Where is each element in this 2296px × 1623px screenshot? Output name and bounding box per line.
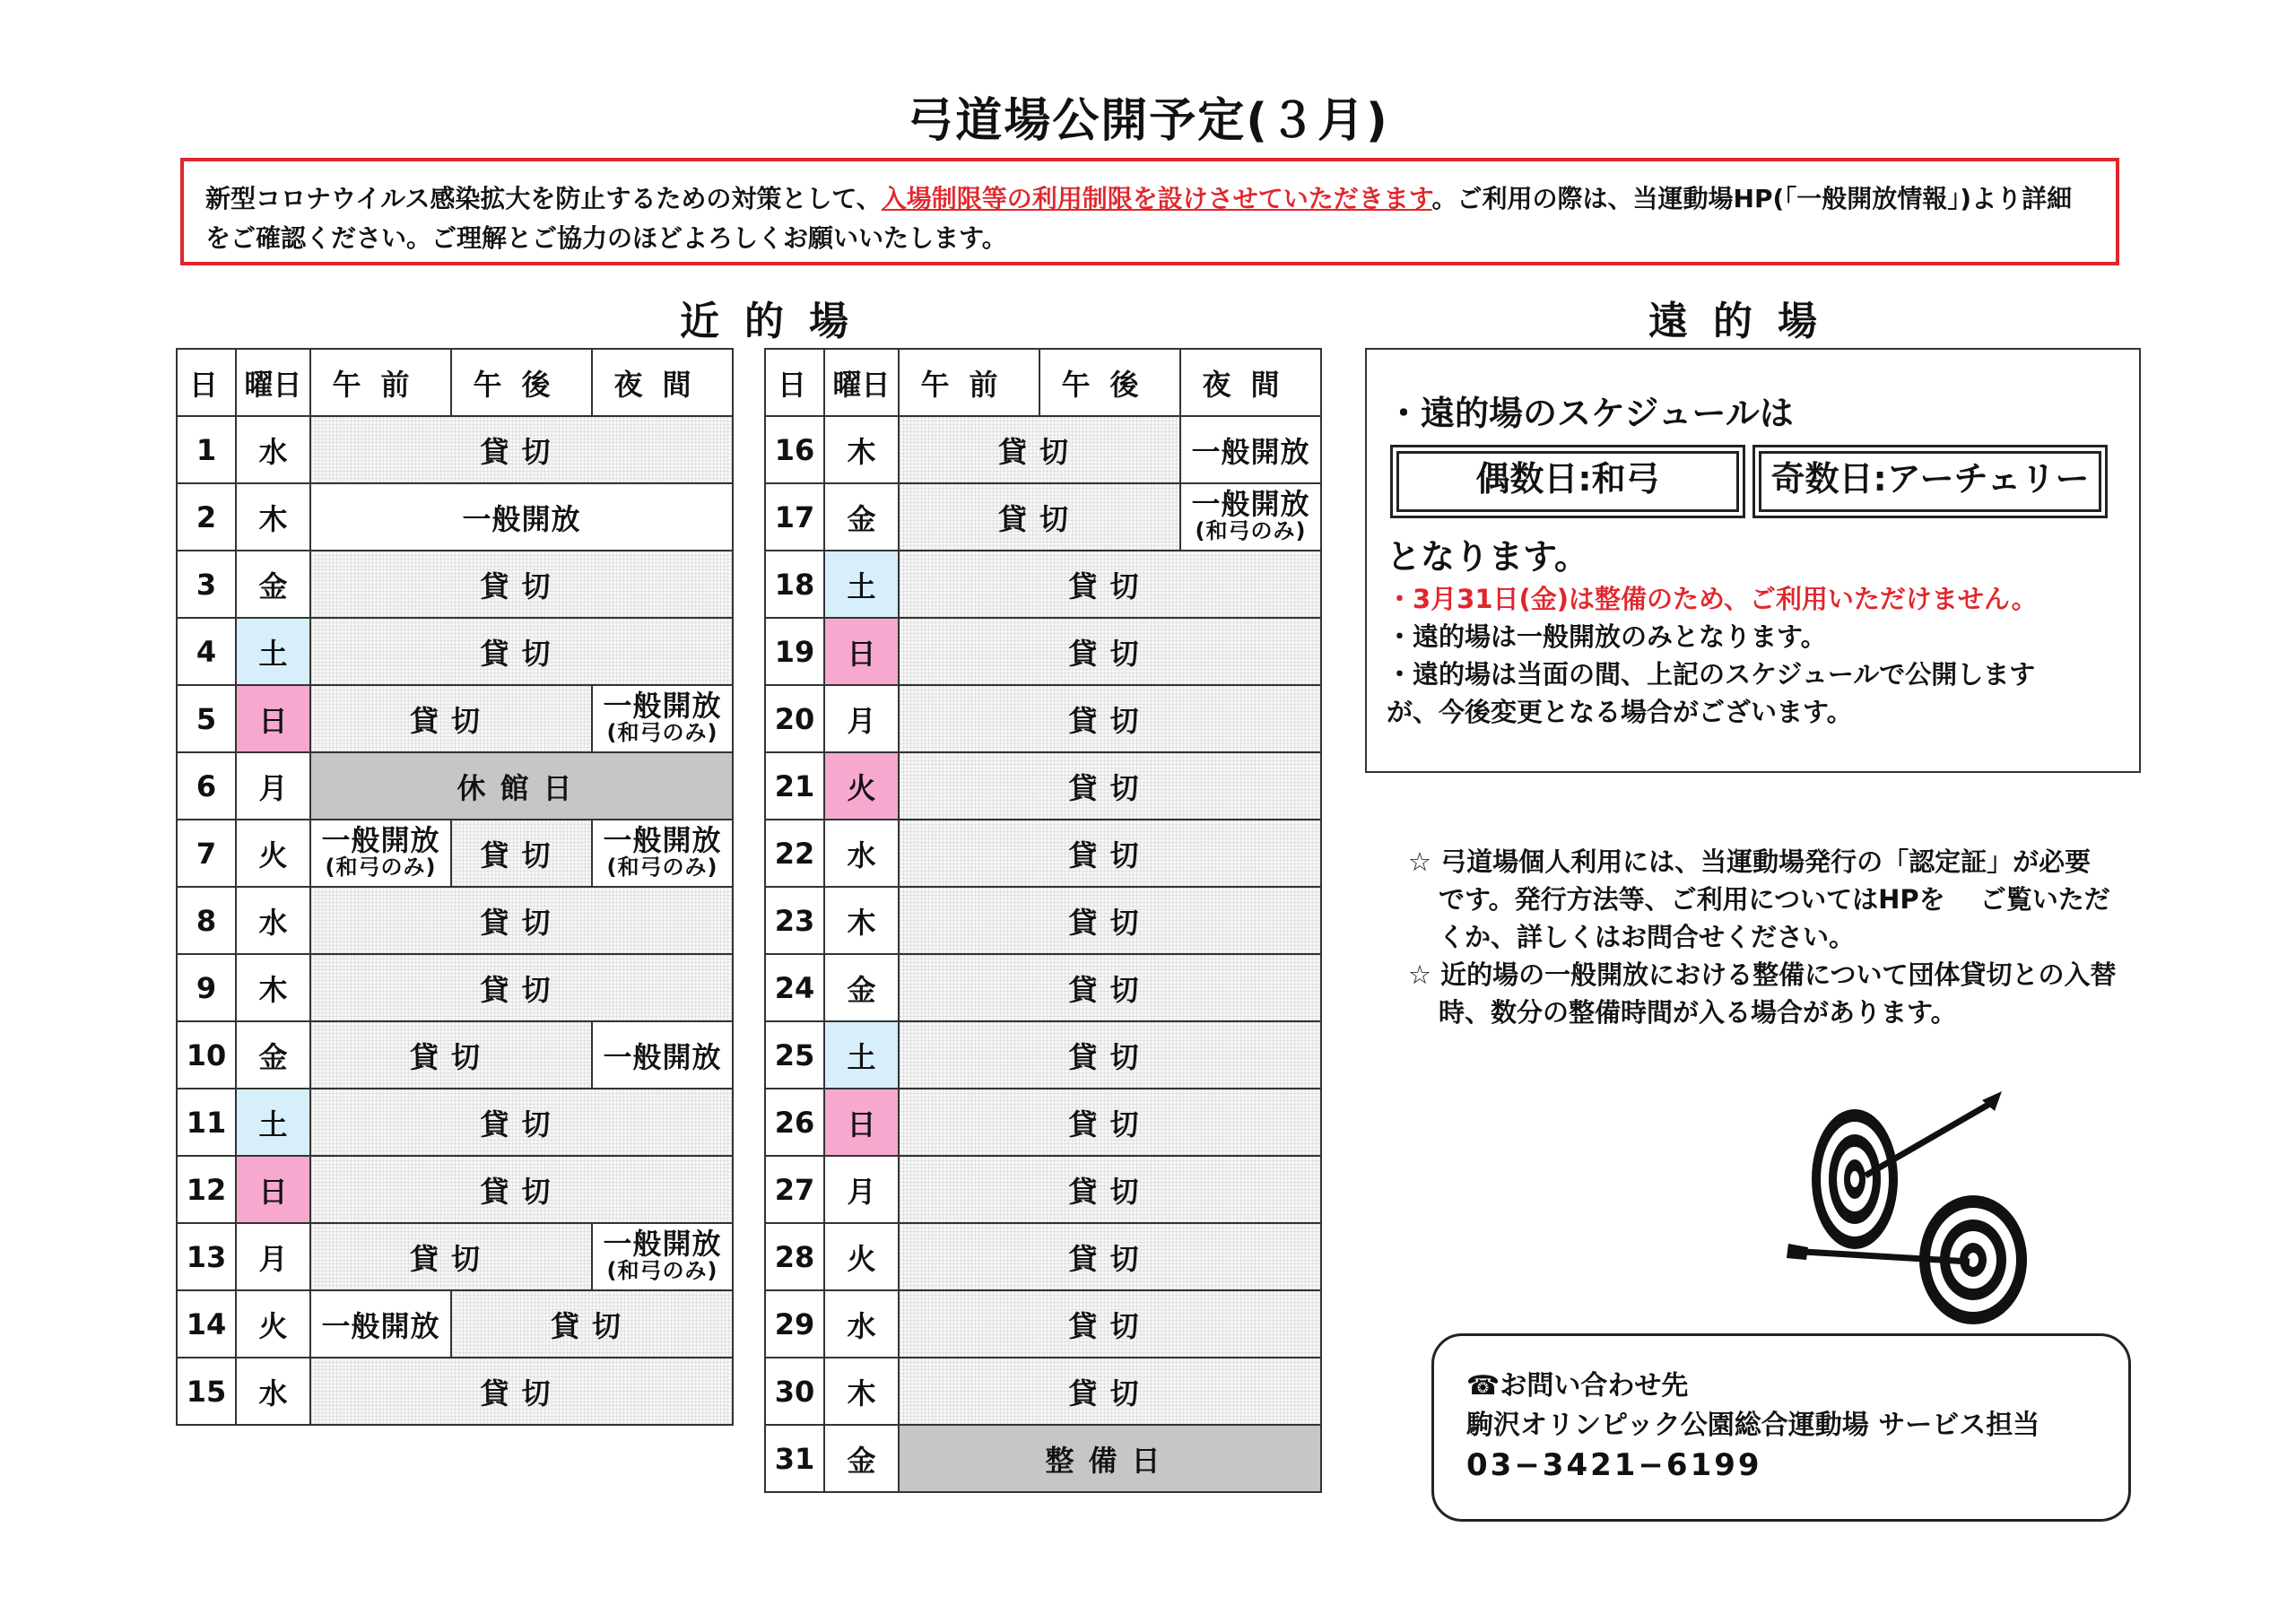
day-number: 13 — [177, 1223, 236, 1290]
schedule-row — [765, 1223, 1321, 1290]
weekday-cell: 火 — [236, 1290, 310, 1358]
weekday-cell: 火 — [824, 1223, 899, 1290]
far-note-schedule-2: が、今後変更となる場合がございます。 — [1387, 697, 1853, 727]
odd-day-tile: 奇数日:アーチェリー — [1752, 445, 2108, 518]
near-schedule-table-2 — [764, 348, 1322, 1493]
far-field-info-box — [1365, 348, 2141, 773]
slot-kashikiri: 貸切 — [310, 954, 733, 1021]
slot-kashikiri: 貸切 — [310, 1223, 592, 1290]
slot-kashikiri: 貸切 — [899, 954, 1321, 1021]
header-weekday: 曜日 — [824, 349, 899, 416]
weekday-cell: 水 — [824, 1290, 899, 1358]
weekday-cell: 金 — [236, 1021, 310, 1089]
slot-kashikiri: 貸切 — [310, 551, 733, 618]
weekday-cell: 木 — [236, 483, 310, 551]
slot-kyukanbi: 休館日 — [310, 752, 733, 820]
day-number: 21 — [765, 752, 824, 820]
weekday-cell: 土 — [824, 1021, 899, 1089]
slot-kashikiri: 貸切 — [899, 1223, 1321, 1290]
schedule-row — [765, 1290, 1321, 1358]
far-note-general: ・遠的場は一般開放のみとなります。 — [1387, 621, 1827, 652]
weekday-cell: 日 — [824, 618, 899, 685]
day-number: 27 — [765, 1156, 824, 1223]
weekday-cell: 金 — [824, 1425, 899, 1492]
day-number: 14 — [177, 1290, 236, 1358]
weekday-cell: 月 — [824, 1156, 899, 1223]
weekday-cell: 水 — [236, 416, 310, 483]
weekday-cell: 土 — [236, 1089, 310, 1156]
weekday-cell: 金 — [236, 551, 310, 618]
slot-ippan-wakyu: 一般開放 (和弓のみ) — [310, 820, 451, 887]
day-number: 6 — [177, 752, 236, 820]
schedule-row — [177, 1156, 733, 1223]
schedule-row — [765, 752, 1321, 820]
schedule-row — [177, 551, 733, 618]
day-number: 30 — [765, 1358, 824, 1425]
day-number: 22 — [765, 820, 824, 887]
slot-kashikiri: 貸切 — [899, 483, 1180, 551]
slot-kashikiri: 貸切 — [310, 1156, 733, 1223]
weekday-cell: 火 — [236, 820, 310, 887]
day-number: 24 — [765, 954, 824, 1021]
weekday-cell: 金 — [824, 954, 899, 1021]
notice-text-before: 新型コロナウイルス感染拡大を防止するための対策として、 — [205, 184, 882, 213]
near-schedule-table-1 — [176, 348, 734, 1426]
near-field-title: 近的場 — [680, 299, 874, 344]
header-afternoon: 午後 — [1039, 349, 1180, 416]
schedule-row — [765, 618, 1321, 685]
weekday-cell: 木 — [824, 416, 899, 483]
slot-kashikiri: 貸切 — [310, 1358, 733, 1425]
slot-kashikiri: 貸切 — [451, 820, 592, 887]
header-weekday: 曜日 — [236, 349, 310, 416]
day-number: 4 — [177, 618, 236, 685]
schedule-row — [765, 1358, 1321, 1425]
notice-highlight: 入場制限等の利用制限を設けさせていただきます — [881, 184, 1432, 213]
remark-certificate: ☆ 弓道場個人利用には、当運動場発行の「認定証」が必要です。発行方法等、ご利用についてはHPを ご覧いただくか、詳しくはお問合せください。 — [1408, 846, 2110, 952]
slot-kashikiri: 貸切 — [899, 887, 1321, 954]
schedule-row — [177, 685, 733, 752]
schedule-row — [765, 1021, 1321, 1089]
slot-ippan: 一般開放 — [310, 483, 733, 551]
table-header-row — [765, 349, 1321, 416]
day-number: 26 — [765, 1089, 824, 1156]
slot-ippan-wakyu: 一般開放 (和弓のみ) — [592, 1223, 733, 1290]
schedule-row — [177, 1021, 733, 1089]
day-number: 9 — [177, 954, 236, 1021]
weekday-cell: 木 — [824, 887, 899, 954]
slot-kashikiri: 貸切 — [310, 1089, 733, 1156]
weekday-cell: 土 — [236, 618, 310, 685]
day-number: 25 — [765, 1021, 824, 1089]
slot-kashikiri: 貸切 — [310, 618, 733, 685]
slot-kashikiri: 貸切 — [310, 887, 733, 954]
weekday-cell: 木 — [236, 954, 310, 1021]
slot-kashikiri: 貸切 — [310, 416, 733, 483]
header-morning: 午前 — [310, 349, 451, 416]
schedule-row — [177, 752, 733, 820]
schedule-row — [765, 887, 1321, 954]
schedule-row — [177, 618, 733, 685]
slot-seibibi: 整備日 — [899, 1425, 1321, 1492]
schedule-row — [765, 685, 1321, 752]
contact-label: ☎お問い合わせ先 — [1466, 1370, 1689, 1402]
header-afternoon: 午後 — [451, 349, 592, 416]
slot-ippan-wakyu: 一般開放 (和弓のみ) — [1180, 483, 1321, 551]
slot-kashikiri: 貸切 — [899, 820, 1321, 887]
slot-kashikiri: 貸切 — [899, 1089, 1321, 1156]
notice-box — [180, 158, 2119, 265]
day-number: 17 — [765, 483, 824, 551]
schedule-row — [177, 954, 733, 1021]
slot-kashikiri: 貸切 — [899, 752, 1321, 820]
schedule-row — [765, 820, 1321, 887]
slot-ippan: 一般開放 — [310, 1290, 451, 1358]
slot-kashikiri: 貸切 — [899, 685, 1321, 752]
day-number: 28 — [765, 1223, 824, 1290]
even-day-tile: 偶数日:和弓 — [1390, 445, 1745, 518]
day-number: 23 — [765, 887, 824, 954]
slot-ippan: 一般開放 — [1180, 416, 1321, 483]
slot-kashikiri: 貸切 — [310, 1021, 592, 1089]
slot-kashikiri: 貸切 — [899, 1156, 1321, 1223]
day-number: 1 — [177, 416, 236, 483]
day-number: 11 — [177, 1089, 236, 1156]
weekday-cell: 日 — [236, 1156, 310, 1223]
day-number: 8 — [177, 887, 236, 954]
day-number: 5 — [177, 685, 236, 752]
contact-phone[interactable]: 03−3421−6199 — [1466, 1447, 1762, 1483]
schedule-row — [765, 1089, 1321, 1156]
day-number: 12 — [177, 1156, 236, 1223]
slot-kashikiri: 貸切 — [899, 1358, 1321, 1425]
schedule-row — [177, 483, 733, 551]
weekday-cell: 火 — [824, 752, 899, 820]
day-number: 31 — [765, 1425, 824, 1492]
schedule-row — [177, 1358, 733, 1425]
slot-kashikiri: 貸切 — [899, 551, 1321, 618]
slot-kashikiri: 貸切 — [899, 1290, 1321, 1358]
weekday-cell: 日 — [236, 685, 310, 752]
far-field-title: 遠的場 — [1648, 299, 1842, 344]
contact-organization: 駒沢オリンピック公園総合運動場 サービス担当 — [1466, 1410, 2040, 1441]
far-closure-note: ・3月31日(金)は整備のため、ご利用いただけません。 — [1387, 584, 2038, 614]
schedule-row — [177, 1089, 733, 1156]
schedule-row — [765, 954, 1321, 1021]
schedule-row — [765, 483, 1321, 551]
day-number: 20 — [765, 685, 824, 752]
schedule-row — [177, 416, 733, 483]
remarks — [1408, 843, 2117, 1031]
remark-maintenance: ☆ 近的場の一般開放における整備について団体貸切との入替時、数分の整備時間が入る場合があります。 — [1408, 959, 2117, 1028]
day-number: 18 — [765, 551, 824, 618]
weekday-cell: 木 — [824, 1358, 899, 1425]
schedule-row — [177, 1223, 733, 1290]
day-number: 10 — [177, 1021, 236, 1089]
weekday-cell: 月 — [824, 685, 899, 752]
schedule-row — [177, 820, 733, 887]
far-note-schedule-1: ・遠的場は当面の間、上記のスケジュールで公開します — [1387, 659, 2036, 690]
day-number: 7 — [177, 820, 236, 887]
weekday-cell: 水 — [236, 887, 310, 954]
header-night: 夜間 — [1180, 349, 1321, 416]
schedule-row — [177, 1290, 733, 1358]
day-number: 15 — [177, 1358, 236, 1425]
header-day: 日 — [177, 349, 236, 416]
slot-kashikiri: 貸切 — [899, 1021, 1321, 1089]
slot-kashikiri: 貸切 — [899, 618, 1321, 685]
upper-target-icon — [1812, 1109, 1898, 1249]
slot-kashikiri: 貸切 — [451, 1290, 733, 1358]
slot-kashikiri: 貸切 — [310, 685, 592, 752]
archery-target-illustration — [1785, 1089, 2054, 1341]
day-number: 2 — [177, 483, 236, 551]
weekday-cell: 水 — [236, 1358, 310, 1425]
weekday-cell: 月 — [236, 1223, 310, 1290]
day-number: 3 — [177, 551, 236, 618]
weekday-cell: 日 — [824, 1089, 899, 1156]
slot-ippan-wakyu: 一般開放 (和弓のみ) — [592, 685, 733, 752]
weekday-cell: 水 — [824, 820, 899, 887]
header-night: 夜間 — [592, 349, 733, 416]
schedule-row — [177, 887, 733, 954]
schedule-row — [765, 1156, 1321, 1223]
slot-kashikiri: 貸切 — [899, 416, 1180, 483]
weekday-cell: 月 — [236, 752, 310, 820]
page-title: 弓道場公開予定(３月) — [907, 94, 1389, 148]
day-number: 29 — [765, 1290, 824, 1358]
schedule-row — [765, 1425, 1321, 1492]
header-morning: 午前 — [899, 349, 1039, 416]
schedule-row — [765, 416, 1321, 483]
far-schedule-heading: ・遠的場のスケジュールは — [1387, 394, 1794, 433]
header-day: 日 — [765, 349, 824, 416]
slot-ippan-wakyu: 一般開放 (和弓のみ) — [592, 820, 733, 887]
far-narimasu: となります。 — [1387, 537, 1588, 577]
notice-text-after: 。ご利用の際は、当運動場HP(「一般開放情報」)より詳細をご確認ください。ご理解とご協力のほどよろしくお願いいたします。 — [205, 184, 2073, 253]
schedule-row — [765, 551, 1321, 618]
contact-box — [1431, 1333, 2131, 1522]
day-number: 16 — [765, 416, 824, 483]
weekday-cell: 金 — [824, 483, 899, 551]
table-header-row — [177, 349, 733, 416]
day-number: 19 — [765, 618, 824, 685]
slot-ippan: 一般開放 — [592, 1021, 733, 1089]
weekday-cell: 土 — [824, 551, 899, 618]
